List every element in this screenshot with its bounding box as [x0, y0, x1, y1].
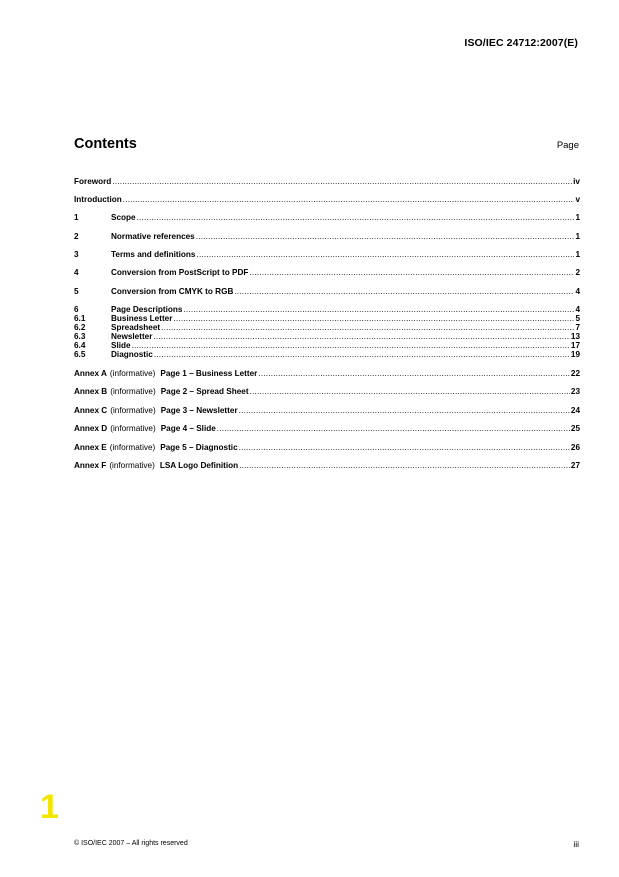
toc-annex-c[interactable]: [74, 405, 580, 416]
toc-entry-number: 2: [74, 232, 79, 241]
toc-annex-f[interactable]: [74, 460, 580, 471]
toc-entry-title: Business Letter: [111, 314, 173, 323]
toc-leader-dots: [250, 386, 570, 397]
toc-entry-page: 4: [575, 287, 580, 296]
toc-entry-page: 1: [575, 213, 580, 222]
toc-entry-page: 26: [570, 443, 580, 452]
toc-annex-a[interactable]: [74, 368, 580, 379]
annex-letter: Annex C: [74, 406, 108, 415]
toc-entry-page: 13: [570, 332, 580, 341]
toc-leader-dots: [239, 442, 570, 453]
toc-entry-title: Newsletter: [111, 332, 153, 341]
toc-leader-dots: [217, 423, 570, 434]
toc-leader-dots: [112, 176, 572, 187]
annex-informative-label: (informative): [110, 387, 156, 396]
toc-entry-title: Conversion from CMYK to RGB: [111, 287, 234, 296]
toc-entry-number: 6.3: [74, 332, 86, 341]
toc-leader-dots: [196, 231, 575, 242]
toc-leader-dots: [239, 405, 570, 416]
toc-entry-1[interactable]: [74, 212, 580, 223]
toc-entry-title: LSA Logo Definition: [159, 461, 239, 470]
toc-entry-title: Page 3 – Newsletter: [160, 406, 238, 415]
annex-informative-label: (informative): [109, 443, 156, 452]
toc-entry-title: Foreword: [74, 177, 112, 186]
toc-entry-page: 2: [575, 268, 580, 277]
annex-informative-label: (informative): [110, 406, 156, 415]
toc-entry-6-5[interactable]: [74, 349, 580, 360]
footer-copyright: © ISO/IEC 2007 – All rights reserved: [74, 840, 188, 847]
toc-entry-introduction[interactable]: [74, 194, 580, 205]
toc-entry-title: Introduction: [74, 195, 122, 204]
toc-entry-page: 27: [570, 461, 580, 470]
toc-leader-dots: [249, 267, 574, 278]
toc-leader-dots: [154, 349, 570, 360]
toc-entry-5[interactable]: [74, 286, 580, 297]
toc-entry-number: 6.1: [74, 314, 86, 323]
toc-entry-page: 22: [570, 369, 580, 378]
toc-entry-page: 19: [570, 350, 580, 359]
toc-entry-page: 17: [570, 341, 580, 350]
toc-entry-foreword[interactable]: [74, 176, 580, 187]
toc-entry-title: Page 1 – Business Letter: [160, 369, 258, 378]
toc-annex-e[interactable]: [74, 442, 580, 453]
toc-entry-title: Slide: [111, 341, 131, 350]
toc-entry-number: 6.4: [74, 341, 86, 350]
toc-entry-title: Terms and definitions: [111, 250, 196, 259]
toc-entry-number: 1: [74, 213, 79, 222]
header-doc-id: ISO/IEC 24712:2007(E): [464, 37, 578, 49]
toc-leader-dots: [258, 368, 570, 379]
toc-leader-dots: [239, 460, 570, 471]
toc-entry-title: Spreadsheet: [111, 323, 161, 332]
toc-entry-number: 3: [74, 250, 79, 259]
toc-entry-number: 6.2: [74, 323, 86, 332]
toc-annex-b[interactable]: [74, 386, 580, 397]
toc-entry-page: iv: [573, 177, 580, 186]
toc-entry-page: 23: [570, 387, 580, 396]
toc-entry-number: 4: [74, 268, 79, 277]
toc-entry-3[interactable]: [74, 249, 580, 260]
toc-entry-page: 24: [570, 406, 580, 415]
annex-letter: Annex D: [74, 424, 108, 433]
toc-leader-dots: [123, 194, 575, 205]
toc-entry-title: Normative references: [111, 232, 195, 241]
toc-entry-title: Page 5 – Diagnostic: [160, 443, 238, 452]
toc-leader-dots: [196, 249, 574, 260]
annex-letter: Annex F: [74, 461, 107, 470]
toc-entry-number: 6.5: [74, 350, 86, 359]
annex-informative-label: (informative): [110, 424, 156, 433]
toc-entry-page: 1: [575, 250, 580, 259]
toc-entry-number: 5: [74, 287, 79, 296]
footer-page-number: iii: [573, 839, 579, 849]
toc-entry-page: 5: [575, 314, 580, 323]
toc-entry-page: v: [575, 195, 580, 204]
annex-letter: Annex E: [74, 443, 107, 452]
toc-entry-title: Page Descriptions: [111, 305, 183, 314]
page-column-label: Page: [556, 140, 579, 151]
toc-entry-title: Page 4 – Slide: [160, 424, 216, 433]
page-marker-number: 1: [40, 788, 59, 826]
toc-entry-page: 25: [570, 424, 580, 433]
toc-entry-4[interactable]: [74, 267, 580, 278]
annex-informative-label: (informative): [109, 461, 155, 470]
toc-entry-number: 6: [74, 305, 79, 314]
contents-title: Contents: [74, 136, 137, 152]
toc-leader-dots: [234, 286, 574, 297]
toc-entry-title: Scope: [111, 213, 136, 222]
annex-informative-label: (informative): [109, 369, 156, 378]
toc-entry-title: Diagnostic: [111, 350, 153, 359]
annex-letter: Annex B: [74, 387, 108, 396]
toc-annex-d[interactable]: [74, 423, 580, 434]
toc-entry-title: Page 2 – Spread Sheet: [160, 387, 249, 396]
toc-leader-dots: [137, 212, 575, 223]
annex-letter: Annex A: [74, 369, 107, 378]
toc-entry-page: 7: [575, 323, 580, 332]
toc-entry-title: Conversion from PostScript to PDF: [111, 268, 249, 277]
toc-entry-2[interactable]: [74, 231, 580, 242]
toc-entry-page: 1: [575, 232, 580, 241]
toc-entry-page: 4: [575, 305, 580, 314]
